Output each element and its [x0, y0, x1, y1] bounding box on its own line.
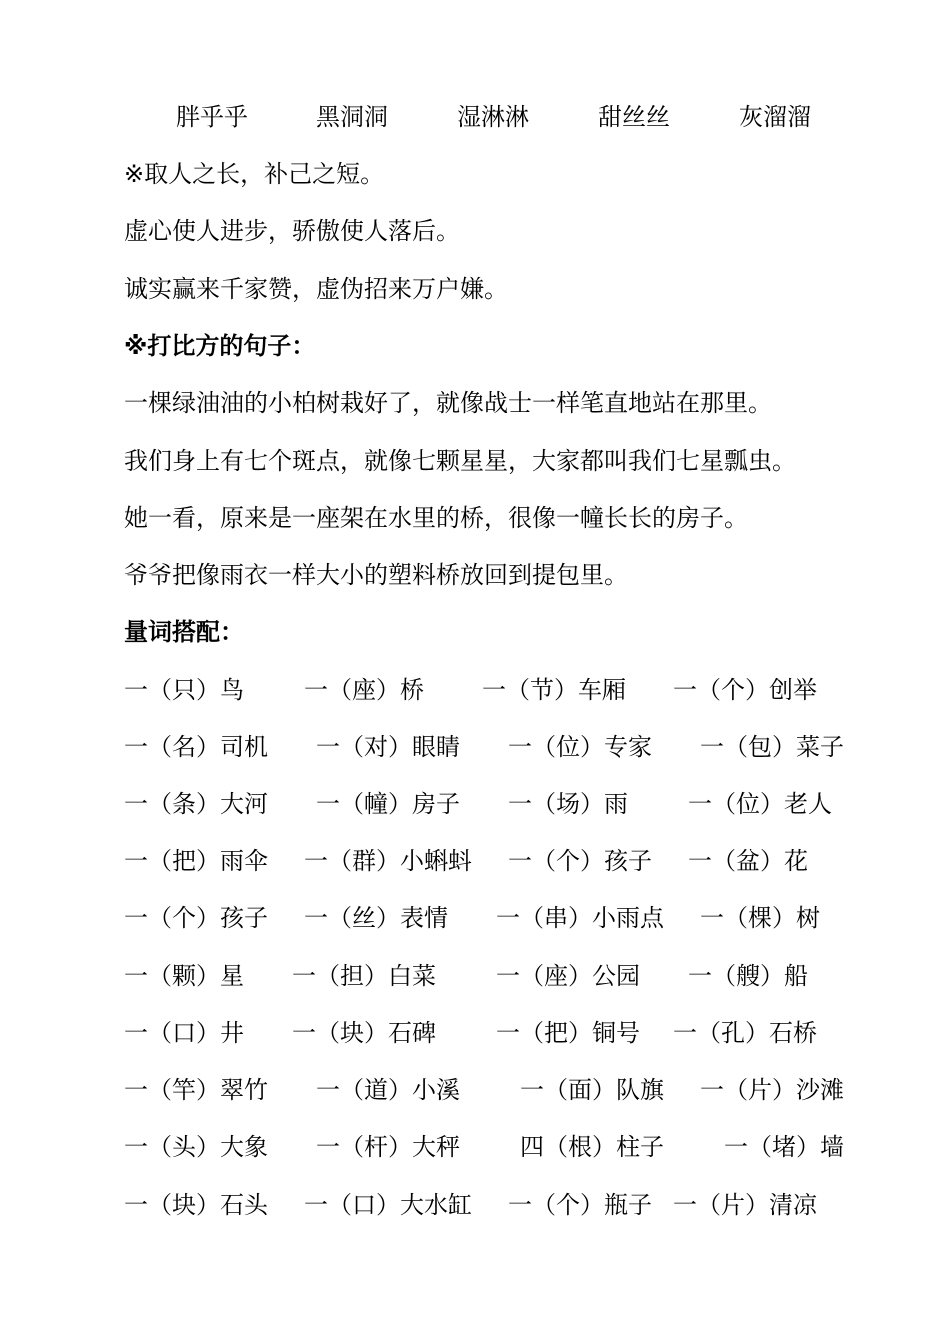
- measure-word-item: 一（片）沙滩: [700, 1076, 844, 1104]
- proverb-line: 诚实赢来千家赞，虚伪招来万户嫌。: [124, 275, 508, 303]
- measure-word-item: 一（串）小雨点: [496, 904, 664, 932]
- measure-word-item: 一（竿）翠竹: [124, 1076, 268, 1104]
- measure-word-item: 一（个）孩子: [508, 847, 652, 875]
- simile-line: 一棵绿油油的小柏树栽好了，就像战士一样笔直地站在那里。: [124, 389, 772, 417]
- word-item: 灰溜溜: [739, 103, 811, 131]
- measure-word-item: 一（只）鸟: [124, 676, 244, 704]
- word-item: 胖乎乎: [176, 103, 248, 131]
- measure-word-item: 一（道）小溪: [316, 1076, 460, 1104]
- simile-line: 我们身上有七个斑点，就像七颗星星，大家都叫我们七星瓢虫。: [124, 447, 796, 475]
- measure-word-item: 一（艘）船: [688, 962, 808, 990]
- measure-word-item: 一（场）雨: [508, 790, 628, 818]
- measure-word-item: 一（丝）表情: [304, 904, 448, 932]
- measure-word-item: 一（孔）石桥: [673, 1019, 817, 1047]
- proverb-heading: ※取人之长，补己之短。: [124, 160, 385, 188]
- measure-word-item: 一（块）石碑: [292, 1019, 436, 1047]
- word-item: 湿淋淋: [457, 103, 529, 131]
- word-item: 黑洞洞: [316, 103, 388, 131]
- measure-word-item: 一（堵）墙: [724, 1133, 844, 1161]
- measure-word-item: 一（座）桥: [304, 676, 424, 704]
- simile-line: 她一看，原来是一座架在水里的桥，很像一幢长长的房子。: [124, 504, 748, 532]
- measure-word-item: 一（个）瓶子: [508, 1191, 652, 1219]
- measure-word-heading: 量词搭配：: [124, 618, 244, 646]
- measure-word-item: 一（位）老人: [688, 790, 832, 818]
- measure-word-item: 一（片）清凉: [673, 1191, 817, 1219]
- measure-word-item: 一（节）车厢: [482, 676, 626, 704]
- measure-word-item: 一（位）专家: [508, 733, 652, 761]
- measure-word-item: 一（担）白菜: [292, 962, 436, 990]
- measure-word-item: 一（对）眼睛: [316, 733, 460, 761]
- measure-word-item: 一（头）大象: [124, 1133, 268, 1161]
- measure-word-item: 一（座）公园: [496, 962, 640, 990]
- measure-word-item: 一（名）司机: [124, 733, 268, 761]
- measure-word-item: 一（包）菜子: [700, 733, 844, 761]
- measure-word-item: 一（盆）花: [688, 847, 808, 875]
- measure-word-item: 一（块）石头: [124, 1191, 268, 1219]
- measure-word-item: 一（面）队旗: [520, 1076, 664, 1104]
- measure-word-item: 一（口）井: [124, 1019, 244, 1047]
- measure-word-item: 一（把）雨伞: [124, 847, 268, 875]
- measure-word-item: 一（口）大水缸: [304, 1191, 472, 1219]
- simile-line: 爷爷把像雨衣一样大小的塑料桥放回到提包里。: [124, 561, 628, 589]
- measure-word-item: 一（个）孩子: [124, 904, 268, 932]
- measure-word-item: 一（条）大河: [124, 790, 268, 818]
- measure-word-item: 一（把）铜号: [496, 1019, 640, 1047]
- word-item: 甜丝丝: [598, 103, 670, 131]
- measure-word-item: 一（颗）星: [124, 962, 244, 990]
- measure-word-item: 一（棵）树: [700, 904, 820, 932]
- measure-word-item: 一（幢）房子: [316, 790, 460, 818]
- simile-heading: ※打比方的句子：: [124, 332, 316, 360]
- measure-word-item: 四（根）柱子: [520, 1133, 664, 1161]
- measure-word-item: 一（杆）大秤: [316, 1133, 460, 1161]
- measure-word-item: 一（群）小蝌蚪: [304, 847, 472, 875]
- measure-word-item: 一（个）创举: [673, 676, 817, 704]
- proverb-line: 虚心使人进步，骄傲使人落后。: [124, 217, 460, 245]
